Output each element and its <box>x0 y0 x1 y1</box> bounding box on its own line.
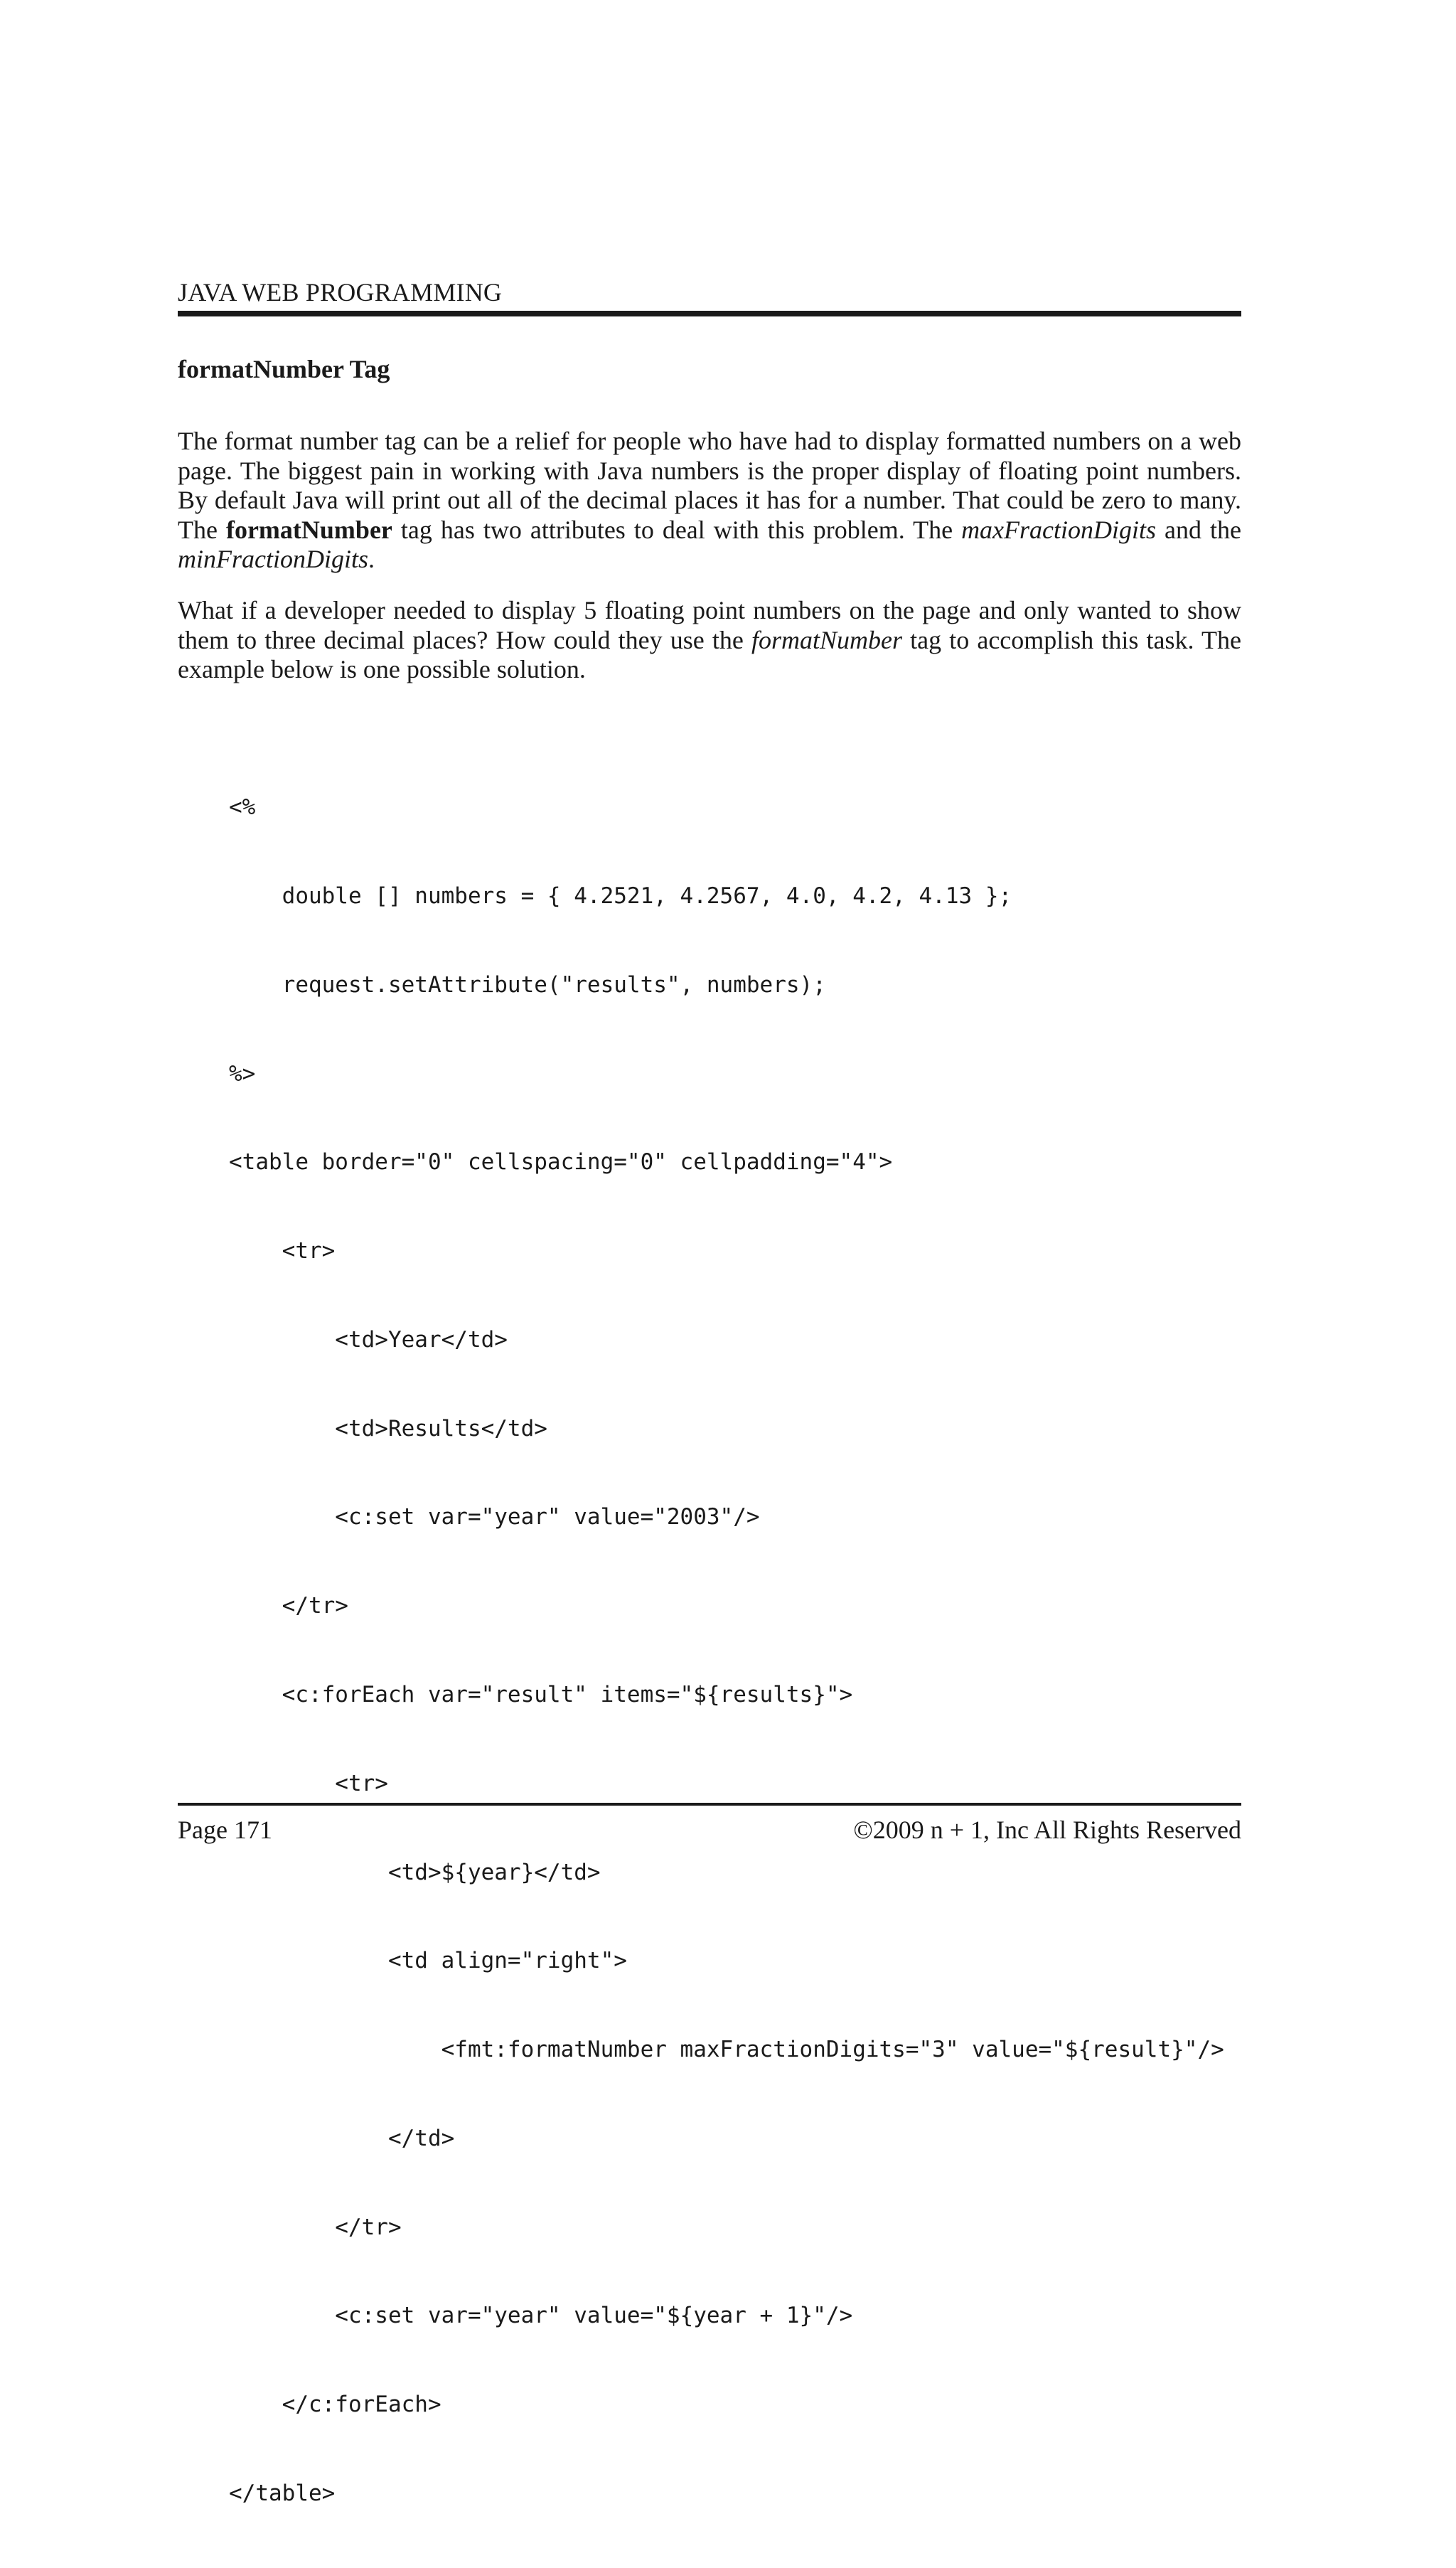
paragraph-intro-bold-term: formatNumber <box>225 515 392 544</box>
paragraph-intro-text-2: tag has two attributes to deal with this problem. The <box>392 515 962 544</box>
code-line: request.setAttribute("results", numbers); <box>229 971 826 998</box>
code-line: </tr> <box>229 1593 348 1619</box>
code-line: </td> <box>229 2125 455 2151</box>
paragraph-intro-text-1: The format number tag can be a relief for people who have had to display formatted numbers on a web page. The biggest pain in working with Java numbers is the proper display of floating point numbers. By default Java will print out all of the decimal places it has for a number. That could be zero to many. The <box>178 427 1241 544</box>
code-line: <td>${year}</td> <box>229 1859 601 1885</box>
paragraph-intro-italic-term-1: maxFractionDigits <box>961 515 1157 544</box>
code-line: <td align="right"> <box>229 1948 627 1974</box>
paragraph-question <box>178 596 1241 685</box>
paragraph-intro-text-4: . <box>368 545 375 573</box>
code-line: <% <box>229 794 256 821</box>
paragraph-intro-italic-term-2: minFractionDigits <box>178 545 368 573</box>
code-line: <fmt:formatNumber maxFractionDigits="3" value="${result}"/> <box>229 2037 1224 2063</box>
copyright-notice: ©2009 n + 1, Inc All Rights Reserved <box>853 1816 1241 1844</box>
code-line: <c:set var="year" value="2003"/> <box>229 1504 760 1530</box>
section-title: formatNumber Tag <box>178 355 390 383</box>
footer-rule <box>178 1803 1241 1806</box>
code-line: <table border="0" cellspacing="0" cellpadding="4"> <box>229 1149 893 1176</box>
code-line: double [] numbers = { 4.2521, 4.2567, 4.0, 4.2, 4.13 }; <box>229 883 1012 909</box>
code-line: <c:forEach var="result" items="${results}"> <box>229 1682 853 1707</box>
code-line: </c:forEach> <box>229 2392 441 2418</box>
code-line: <tr> <box>229 1770 388 1796</box>
code-line: </tr> <box>229 2214 402 2240</box>
paragraph-question-text-2: tag to accomplish this task. The example below is one possible solution. <box>178 625 1241 683</box>
page-number: Page 171 <box>178 1816 272 1844</box>
code-line: <td>Year</td> <box>229 1326 508 1353</box>
paragraph-question-text-1: What if a developer needed to display 5 floating point numbers on the page and only wanted to show them to three decimal places? How could they use the <box>178 596 1241 654</box>
code-line: <td>Results</td> <box>229 1415 547 1442</box>
code-line: <c:set var="year" value="${year + 1}"/> <box>229 2303 853 2329</box>
code-line: %> <box>229 1060 256 1087</box>
header-rule <box>178 311 1241 316</box>
code-listing <box>229 734 1224 2568</box>
paragraph-intro <box>178 427 1241 575</box>
code-line: </table> <box>229 2481 336 2507</box>
code-line: <tr> <box>229 1238 336 1264</box>
running-header-title: JAVA WEB PROGRAMMING <box>178 278 503 307</box>
paragraph-intro-text-3: and the <box>1156 515 1241 544</box>
paragraph-question-italic-term: formatNumber <box>751 625 902 654</box>
